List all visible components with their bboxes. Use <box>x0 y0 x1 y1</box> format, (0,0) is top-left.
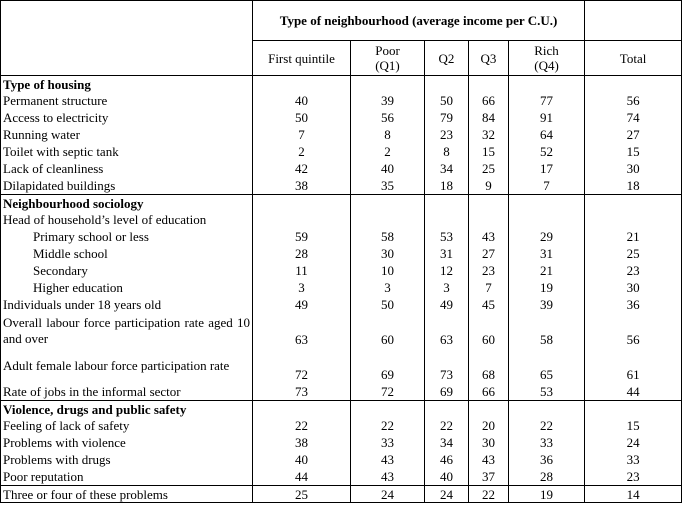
table-cell <box>585 195 682 212</box>
table-cell <box>253 211 351 228</box>
row-label: Running water <box>1 126 253 143</box>
table-cell <box>253 401 351 418</box>
row-label: Feeling of lack of safety <box>1 417 253 434</box>
table-cell: 23 <box>469 262 509 279</box>
table-cell: 43 <box>469 228 509 245</box>
table-cell: 72 <box>253 348 351 383</box>
table-cell: 22 <box>509 417 585 434</box>
table-cell: 46 <box>425 451 469 468</box>
table-cell: 34 <box>425 160 469 177</box>
table-cell: 19 <box>509 486 585 503</box>
table-cell: 69 <box>351 348 425 383</box>
column-header <box>509 41 585 76</box>
table-cell: 3 <box>253 279 351 296</box>
section-subtitle-row <box>1 211 682 228</box>
section-header-row <box>1 195 682 212</box>
table-cell: 20 <box>469 417 509 434</box>
table-cell: 29 <box>509 228 585 245</box>
table-cell: 42 <box>253 160 351 177</box>
table-cell: 24 <box>351 486 425 503</box>
table-cell: 35 <box>351 177 425 195</box>
table-cell <box>469 211 509 228</box>
table-cell: 43 <box>469 451 509 468</box>
table-cell: 23 <box>585 262 682 279</box>
table-cell: 43 <box>351 451 425 468</box>
table-cell <box>351 195 425 212</box>
table-cell: 64 <box>509 126 585 143</box>
table-cell: 24 <box>425 486 469 503</box>
table-cell: 25 <box>253 486 351 503</box>
table-cell <box>509 401 585 418</box>
table-cell: 9 <box>469 177 509 195</box>
table-cell: 84 <box>469 109 509 126</box>
table-cell: 14 <box>585 486 682 503</box>
table-cell: 69 <box>425 383 469 401</box>
table-cell: 65 <box>509 348 585 383</box>
row-label: Lack of cleanliness <box>1 160 253 177</box>
table-cell: 50 <box>253 109 351 126</box>
table-cell: 61 <box>585 348 682 383</box>
row-label: Rate of jobs in the informal sector <box>1 383 253 401</box>
table-cell: 59 <box>253 228 351 245</box>
section-title: Violence, drugs and public safety <box>1 401 253 418</box>
table-cell: 22 <box>351 417 425 434</box>
table-cell: 2 <box>351 143 425 160</box>
table-cell: 31 <box>509 245 585 262</box>
table-cell <box>351 401 425 418</box>
table-cell: 40 <box>253 451 351 468</box>
column-header: First quintile <box>253 41 351 76</box>
table-cell: 15 <box>469 143 509 160</box>
table-row <box>1 417 682 434</box>
table-cell: 8 <box>425 143 469 160</box>
table-row <box>1 109 682 126</box>
column-header-line: Poor (Q1) <box>375 43 400 73</box>
table-cell <box>469 401 509 418</box>
table-cell: 33 <box>351 434 425 451</box>
table-row <box>1 279 682 296</box>
table-cell: 25 <box>585 245 682 262</box>
table-cell <box>585 76 682 93</box>
row-label: Overall labour force participation rate aged 10 and over <box>1 313 253 348</box>
table-cell: 7 <box>253 126 351 143</box>
table-row <box>1 160 682 177</box>
table-cell: 33 <box>509 434 585 451</box>
row-label: Three or four of these problems <box>1 486 253 503</box>
table-row <box>1 313 682 348</box>
table-row <box>1 92 682 109</box>
table-cell: 21 <box>509 262 585 279</box>
table-cell: 50 <box>351 296 425 313</box>
table-cell: 49 <box>425 296 469 313</box>
table-cell: 19 <box>509 279 585 296</box>
row-label: Toilet with septic tank <box>1 143 253 160</box>
table-cell: 18 <box>585 177 682 195</box>
table-cell: 38 <box>253 177 351 195</box>
table-cell: 22 <box>469 486 509 503</box>
table-cell: 52 <box>509 143 585 160</box>
table-cell: 22 <box>253 417 351 434</box>
table-row <box>1 434 682 451</box>
table-row <box>1 468 682 486</box>
table-cell: 44 <box>585 383 682 401</box>
table-cell: 3 <box>351 279 425 296</box>
table-cell <box>509 211 585 228</box>
table-cell <box>585 401 682 418</box>
table-row <box>1 177 682 195</box>
section-title: Type of housing <box>1 76 253 93</box>
table-cell: 56 <box>351 109 425 126</box>
table-cell: 63 <box>253 313 351 348</box>
table-cell: 30 <box>351 245 425 262</box>
table-row <box>1 348 682 383</box>
table-cell <box>253 195 351 212</box>
row-label: Dilapidated buildings <box>1 177 253 195</box>
row-label: Permanent structure <box>1 92 253 109</box>
table-cell: 53 <box>509 383 585 401</box>
table-cell: 30 <box>469 434 509 451</box>
table-row <box>1 451 682 468</box>
table-cell: 36 <box>585 296 682 313</box>
table-cell: 28 <box>509 468 585 486</box>
table-cell: 40 <box>425 468 469 486</box>
table-cell: 73 <box>425 348 469 383</box>
corner-cell <box>1 1 253 76</box>
column-header: Q2 <box>425 41 469 76</box>
row-label: Problems with violence <box>1 434 253 451</box>
table-cell <box>425 211 469 228</box>
table-row <box>1 126 682 143</box>
table-cell: 44 <box>253 468 351 486</box>
table-cell: 30 <box>585 160 682 177</box>
table-row <box>1 245 682 262</box>
table-cell: 56 <box>585 92 682 109</box>
table-cell: 40 <box>351 160 425 177</box>
table-cell: 68 <box>469 348 509 383</box>
table-cell: 27 <box>585 126 682 143</box>
column-header: Q3 <box>469 41 509 76</box>
table-cell: 25 <box>469 160 509 177</box>
section-header-row <box>1 76 682 93</box>
table-cell: 34 <box>425 434 469 451</box>
table-cell: 18 <box>425 177 469 195</box>
section-header-row <box>1 401 682 418</box>
row-label: Poor reputation <box>1 468 253 486</box>
table-cell: 22 <box>425 417 469 434</box>
table-cell: 30 <box>585 279 682 296</box>
table-cell: 73 <box>253 383 351 401</box>
table-cell: 53 <box>425 228 469 245</box>
column-header <box>351 41 425 76</box>
table-row <box>1 383 682 401</box>
table-row <box>1 262 682 279</box>
table-cell: 74 <box>585 109 682 126</box>
header-blank-cell <box>585 1 682 41</box>
table-cell <box>469 76 509 93</box>
table-cell: 24 <box>585 434 682 451</box>
table-cell <box>351 211 425 228</box>
row-label: Primary school or less <box>1 228 253 245</box>
table-cell: 10 <box>351 262 425 279</box>
table-cell: 3 <box>425 279 469 296</box>
summary-row <box>1 486 682 503</box>
row-label: Secondary <box>1 262 253 279</box>
table-cell: 63 <box>425 313 469 348</box>
row-label: Higher education <box>1 279 253 296</box>
row-label: Individuals under 18 years old <box>1 296 253 313</box>
row-label: Adult female labour force participation rate <box>1 348 253 383</box>
table-cell: 40 <box>253 92 351 109</box>
table-cell <box>585 211 682 228</box>
table-cell: 17 <box>509 160 585 177</box>
row-label: Middle school <box>1 245 253 262</box>
table-cell <box>509 195 585 212</box>
table-cell: 21 <box>585 228 682 245</box>
table-cell <box>425 76 469 93</box>
table-cell: 45 <box>469 296 509 313</box>
table-cell: 27 <box>469 245 509 262</box>
table-cell: 39 <box>351 92 425 109</box>
table-cell: 77 <box>509 92 585 109</box>
table-cell: 15 <box>585 143 682 160</box>
table-cell: 49 <box>253 296 351 313</box>
table-cell: 23 <box>585 468 682 486</box>
row-label: Access to electricity <box>1 109 253 126</box>
table-cell <box>351 76 425 93</box>
section-title: Neighbourhood sociology <box>1 195 253 212</box>
table-row <box>1 296 682 313</box>
table-cell: 31 <box>425 245 469 262</box>
table-cell: 72 <box>351 383 425 401</box>
section-subtitle: Head of household’s level of education <box>1 211 253 228</box>
table-cell: 12 <box>425 262 469 279</box>
table-cell <box>509 76 585 93</box>
table-cell: 8 <box>351 126 425 143</box>
table-cell: 37 <box>469 468 509 486</box>
table-cell: 7 <box>469 279 509 296</box>
table-cell <box>425 195 469 212</box>
table-cell: 66 <box>469 92 509 109</box>
table-cell: 32 <box>469 126 509 143</box>
table-cell: 60 <box>351 313 425 348</box>
table-cell: 36 <box>509 451 585 468</box>
column-header-line: Rich (Q4) <box>534 43 559 73</box>
table-cell <box>425 401 469 418</box>
table-cell: 7 <box>509 177 585 195</box>
table-cell: 56 <box>585 313 682 348</box>
table-cell: 38 <box>253 434 351 451</box>
group-header: Type of neighbourhood (average income per C.U.) <box>253 1 585 41</box>
table-cell: 60 <box>469 313 509 348</box>
table-cell: 58 <box>509 313 585 348</box>
table-cell: 66 <box>469 383 509 401</box>
column-header: Total <box>585 41 682 76</box>
table-cell: 33 <box>585 451 682 468</box>
table-cell: 23 <box>425 126 469 143</box>
row-label: Problems with drugs <box>1 451 253 468</box>
table-row <box>1 143 682 160</box>
table-cell: 43 <box>351 468 425 486</box>
table-cell: 58 <box>351 228 425 245</box>
table-cell: 50 <box>425 92 469 109</box>
table-cell: 15 <box>585 417 682 434</box>
table-cell <box>253 76 351 93</box>
table-cell: 2 <box>253 143 351 160</box>
table-cell: 79 <box>425 109 469 126</box>
table-cell: 28 <box>253 245 351 262</box>
table-cell: 39 <box>509 296 585 313</box>
table-row <box>1 228 682 245</box>
table-cell: 11 <box>253 262 351 279</box>
table-cell <box>469 195 509 212</box>
table-cell: 91 <box>509 109 585 126</box>
